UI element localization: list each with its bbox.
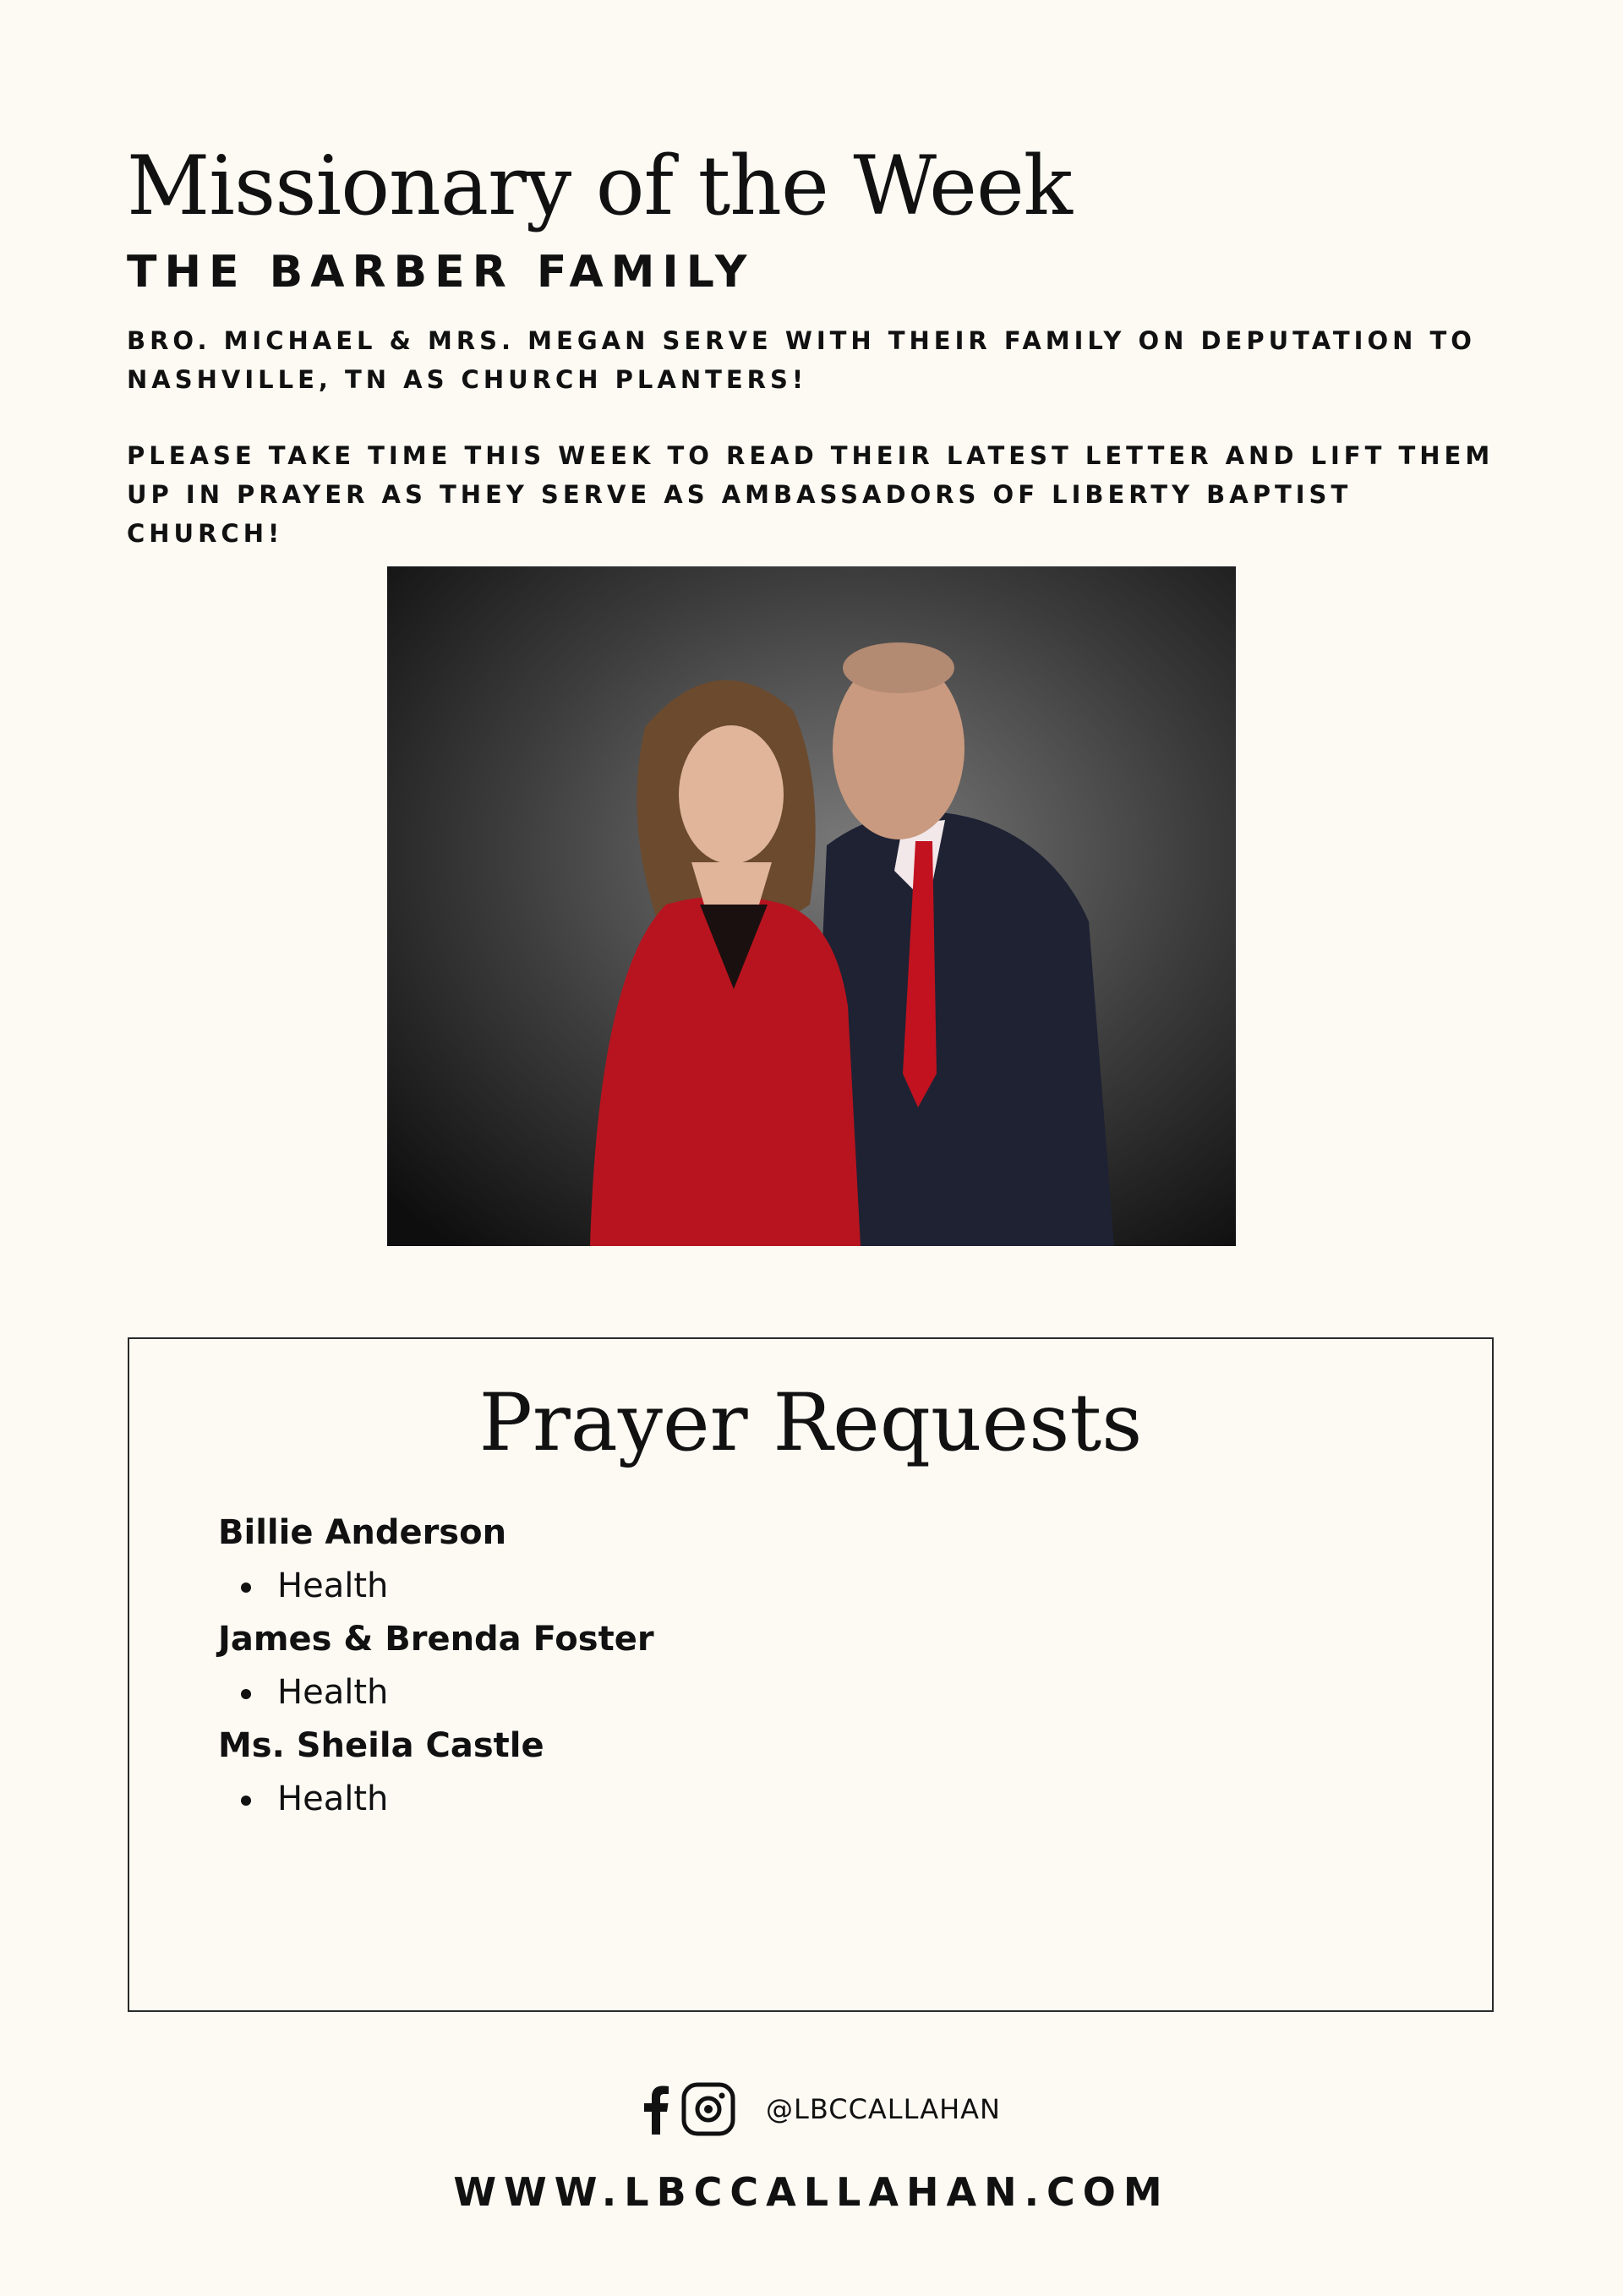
request-item: Health	[218, 1560, 1402, 1613]
prayer-requests-title: Prayer Requests	[478, 1377, 1143, 1469]
missionary-description: BRO. MICHAEL & MRS. MEGAN SERVE WITH THEIR FAMILY ON DEPUTATION TO NASHVILLE, TN AS CHURCH PLANTERS!	[127, 326, 1476, 394]
request-name: James & Brenda Foster	[218, 1620, 654, 1659]
request-item: Health	[218, 1666, 1402, 1719]
request-name: Billie Anderson	[218, 1513, 507, 1552]
request-item: Health	[218, 1773, 1402, 1826]
facebook-icon[interactable]	[642, 2084, 669, 2135]
prayer-requests-list	[218, 1506, 1402, 1826]
missionary-family-name: THE BARBER FAMILY	[127, 247, 755, 298]
website-link[interactable]: WWW.LBCCALLAHAN.COM	[453, 2169, 1170, 2215]
request-items	[218, 1560, 1402, 1613]
prayer-call-text: PLEASE TAKE TIME THIS WEEK TO READ THEIR LATEST LETTER AND LIFT THEM UP IN PRAYER AS THEY SERVE AS AMBASSADORS OF LIBERTY BAPTIST CHURCH!	[127, 441, 1495, 548]
request-name: Ms. Sheila Castle	[218, 1726, 544, 1765]
social-handle[interactable]: @LBCCALLAHAN	[766, 2093, 1001, 2125]
request-items	[218, 1773, 1402, 1826]
page-title: Missionary of the Week	[127, 139, 1072, 233]
social-links	[642, 2080, 1001, 2139]
prayer-requests-box	[128, 1337, 1494, 2012]
family-photo	[387, 566, 1236, 1246]
request-items	[218, 1666, 1402, 1719]
instagram-icon[interactable]	[681, 2082, 735, 2136]
